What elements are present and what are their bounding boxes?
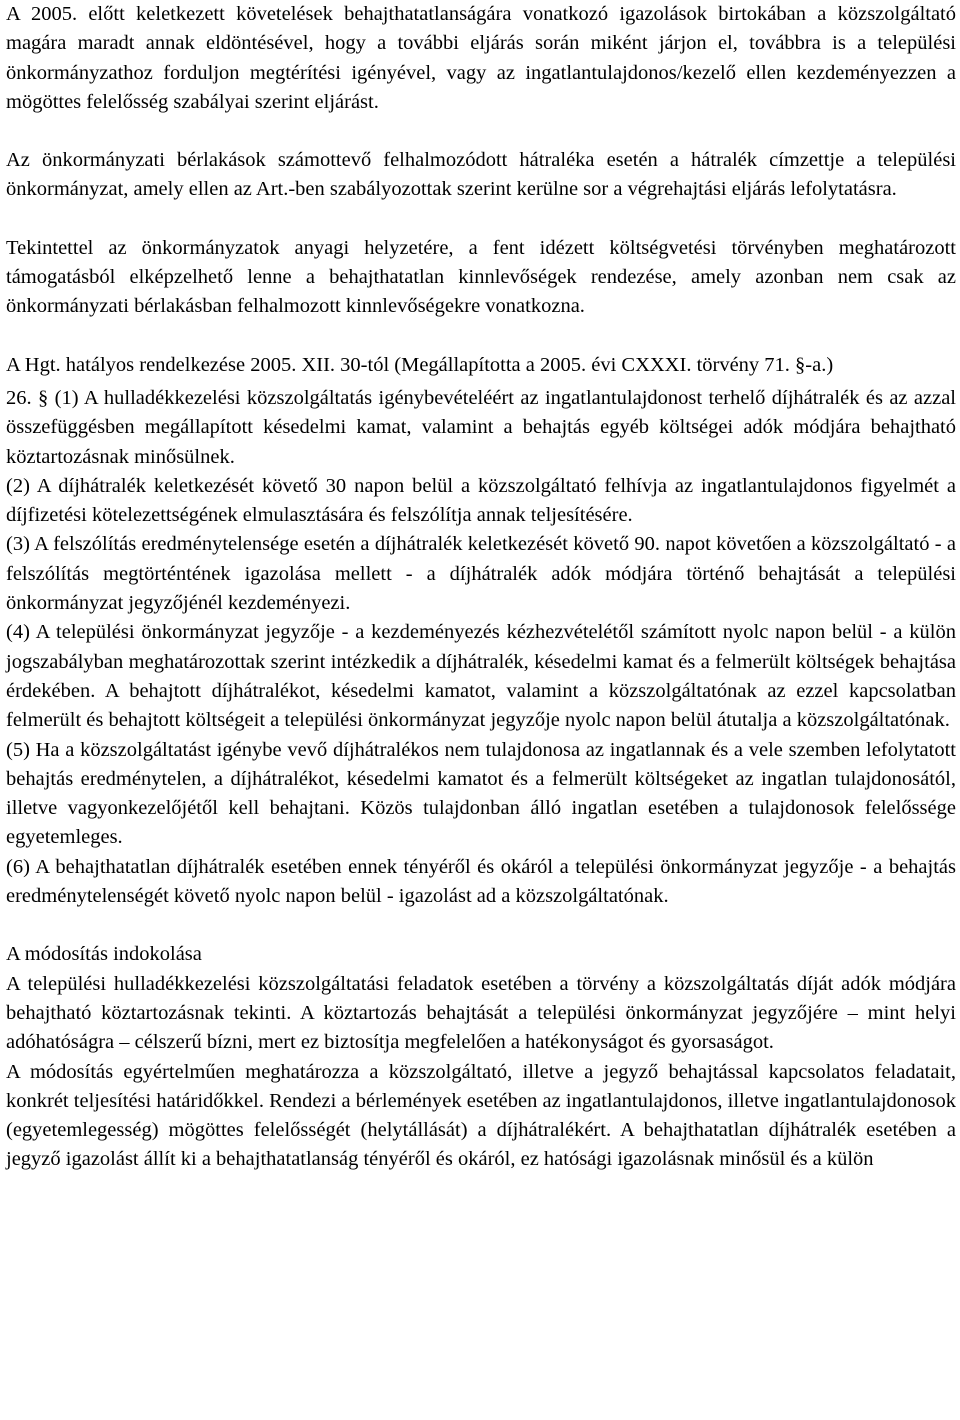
section-26-6: (6) A behajthatatlan díjhátralék esetében ennek tényéről és okáról a települési önkormányzat jegyzője - a behajtás eredménytelenségét követő nyolc napon belül - igazolást ad a közszolgáltatónak. xyxy=(6,855,956,908)
paragraph-hgt-provision: A Hgt. hatályos rendelkezése 2005. XII. 30-tól (Megállapította a 2005. évi CXXXI. törvény 71. §-a.) xyxy=(6,353,834,376)
paragraph-intro: A 2005. előtt keletkezett követelések behajthatatlanságára vonatkozó igazolások birtokában a közszolgáltató magára maradt annak eldöntésével, hogy a további eljárás során miként járjon el, továbbra is a települési önkormányzathoz forduljon megtérítési igényével, vagy az ingatlantulajdonos/kezelő ellen kezdeményezzen a mögöttes felelősség szabályai szerint eljárást. xyxy=(6,3,956,113)
section-26-2: (2) A díjhátralék keletkezését követő 30 napon belül a közszolgáltató felhívja az ingatlantulajdonos figyelmét a díjfizetési kötelezettségének elmulasztására és felszólítja annak teljesítésére. xyxy=(6,474,956,527)
paragraph-rental-housing: Az önkormányzati bérlakások számottevő felhalmozódott hátraléka esetén a hátralék címzettje a települési önkormányzat, amely ellen az Art.-ben szabályozottak szerint kerülne sor a végrehajtási eljárás lefolytatásra. xyxy=(6,149,956,201)
reasoning-paragraph-2: A módosítás egyértelműen meghatározza a közszolgáltató, illetve a jegyző behajtással kapcsolatos feladatait, konkrét teljesítési határidőkkel. Rendezi a bérlemények esetében az ingatlantulajdonos, illetve ingatlantulajdonosok (egyetemlegesség) mögöttes felelősségét (helytállását) a díjhátralékért. A behajthatatlan díjhátralék esetében a jegyző igazolást állít ki a behajthatatlanság tényéről és okáról, ez hatósági igazolásnak minősül és a külön xyxy=(6,1060,956,1171)
section-heading: A módosítás indokolása xyxy=(6,943,202,966)
section-26-5: (5) Ha a közszolgáltatást igénybe vevő díjhátralékos nem tulajdonosa az ingatlannak és a vele szemben lefolytatott behajtás eredménytelen, a díjhátralékot, késedelmi kamatot és a felmerült költségeket az ingatlan tulajdonosától, illetve vagyonkezelőjétől kell behajtani. Közös tulajdonban álló ingatlan esetében a tulajdonosok felelőssége egyetemleges. xyxy=(6,738,956,849)
section-26-1: 26. § (1) A hulladékkezelési közszolgáltatás igénybevételéért az ingatlantulajdonost terhelő díjhátralék és az azzal összefüggésben megállapított késedelmi kamat, valamint a behajtás egyéb költségei adók módjára behajtható köztartozásnak minősülnek. xyxy=(6,386,956,468)
section-26-3: (3) A felszólítás eredménytelensége esetén a díjhátralék keletkezését követő 90. napot követően a közszolgáltató - a felszólítás megtörténtének igazolása mellett - a díjhátralék adók módjára történő behajtását a települési önkormányzat jegyzőjénél kezdeményezi. xyxy=(6,533,956,615)
reasoning-paragraph-1: A települési hulladékkezelési közszolgáltatási feladatok esetében a törvény a közszolgáltatás díját adók módjára behajtható köztartozásnak tekinti. A köztartozás behajtását a települési önkormányzat jegyzőjére – mint helyi adóhatóságra – célszerű bízni, mert ez biztosítja megfelelően a hatékonyságot és gyorsaságot. xyxy=(6,972,956,1054)
section-26-4: (4) A települési önkormányzat jegyzője - a kezdeményezés kézhezvételétől számított nyolc napon belül - a külön jogszabályban meghatározottak szerint intézkedik a díjhátralék, késedelmi kamat és a felmerült költségek behajtása érdekében. A behajtott díjhátralékot, késedelmi kamatot, valamint a közszolgáltatónak az ezzel kapcsolatban felmerült és behajtott költségeit a települési önkormányzat jegyzője nyolc napon belül átutalja a közszolgáltatónak. xyxy=(6,621,956,732)
document-page xyxy=(6,0,956,1175)
paragraph-municipal-situation: Tekintettel az önkormányzatok anyagi helyzetére, a fent idézett költségvetési törvényben meghatározott támogatásból elképzelhető lenne a behajthatatlan kinnlevőségek rendezése, amely azonban nem csak az önkormányzati bérlakásban felhalmozott kinnlevőségekre vonatkozna. xyxy=(6,236,956,318)
